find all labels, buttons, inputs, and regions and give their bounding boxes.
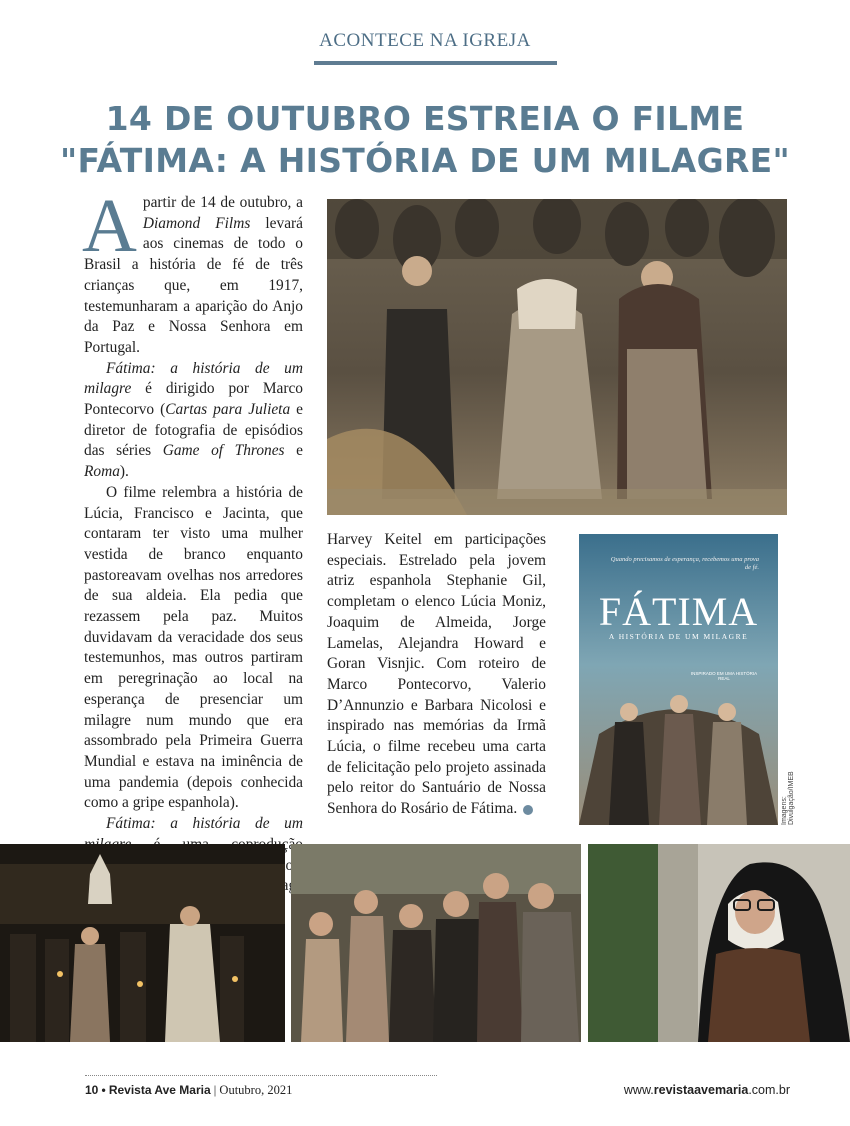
headline-line-2: "FÁTIMA: A HISTÓRIA DE UM MILAGRE" [59, 141, 791, 180]
paragraph-5: Harvey Keitel em participações especiais. Estrelado pela jovem atriz espanhola Stephanie Gil, completam o elenco Lúcia Moniz, Joaquim de Almeida, Jorge Lamelas, Alejandra Howard e Goran Visnjic. Com roteiro de Marco Pontecorvo, Valerio D’Annunzio e Barbara Nicolosi e inspirado nas memórias da Irmã Lúcia, o filme recebeu uma carta de felicitação pelo projeto assinada pelo reitor do Santuário de Nossa Senhora do Rosário de Fátima. [327, 531, 546, 818]
paragraph-2: Fátima: a história de um milagre é dirigido por Marco Pontecorvo (Cartas para Julieta e diretor de fotografia de episódios das séries Game of Thrones e Roma). [84, 359, 304, 481]
poster-note: INSPIRADO EM UMA HISTÓRIA REAL [690, 671, 758, 681]
section-underline [314, 61, 557, 65]
footer-divider [85, 1075, 437, 1076]
photo-nun-portrait [588, 844, 850, 1042]
magazine-name: Revista Ave Maria [108, 1083, 211, 1097]
poster-title: FÁTIMA [598, 589, 759, 634]
page-number: 10 [85, 1083, 99, 1097]
paragraph-3: O filme relembra a história de Lúcia, Francisco e Jacinta, que contaram ter visto uma mulher vestida de branco enquanto pastoreavam ovelhas nos arredores de sua aldeia. Ela pedia que rezassem pela paz. Muitos duvidavam da veracidade dos seus testemunhos, mas outros partiram em peregrinação ao local na esperança de presenciar um milagre num mundo que era assombrado pela Primeira Guerra Mundial e estava na iminência de uma pandemia (depois conhecida como a gripe espanhola). [84, 483, 303, 812]
photo-night-procession [0, 844, 285, 1042]
poster-subtitle: A HISTÓRIA DE UM MILAGRE [608, 632, 749, 641]
headline-line-1: 14 DE OUTUBRO ESTREIA O FILME [105, 99, 745, 138]
photo-villagers-crowd [291, 844, 581, 1042]
article-headline [0, 98, 850, 182]
poster-tagline: Quando precisamos de esperança, recebemos uma prova de fé. [610, 556, 759, 571]
article-column-right [327, 530, 546, 820]
movie-poster [579, 534, 778, 825]
issue-date: Outubro, 2021 [219, 1083, 293, 1097]
drop-cap: A [82, 184, 137, 268]
paragraph-1: Apartir de 14 de outubro, a Diamond Films levará aos cinemas de todo o Brasil a história de fé de três crianças que, em 1917, testemunharam a aparição do Anjo da Paz e Nossa Senhora em Portugal. [82, 184, 303, 356]
article-column-left [82, 184, 304, 918]
footer-page-info: 10 • Revista Ave Maria | Outubro, 2021 [85, 1083, 293, 1097]
photo-children-kneeling [327, 199, 787, 515]
website-link[interactable]: www.revistaavemaria.com.br [623, 1083, 790, 1097]
section-label: ACONTECE NA IGREJA [319, 30, 531, 51]
photo-credit: Imagens: Divulgação/IMEB [781, 771, 795, 825]
paragraph-4: Fátima: a história de um [106, 815, 303, 833]
end-mark-icon [523, 805, 533, 815]
